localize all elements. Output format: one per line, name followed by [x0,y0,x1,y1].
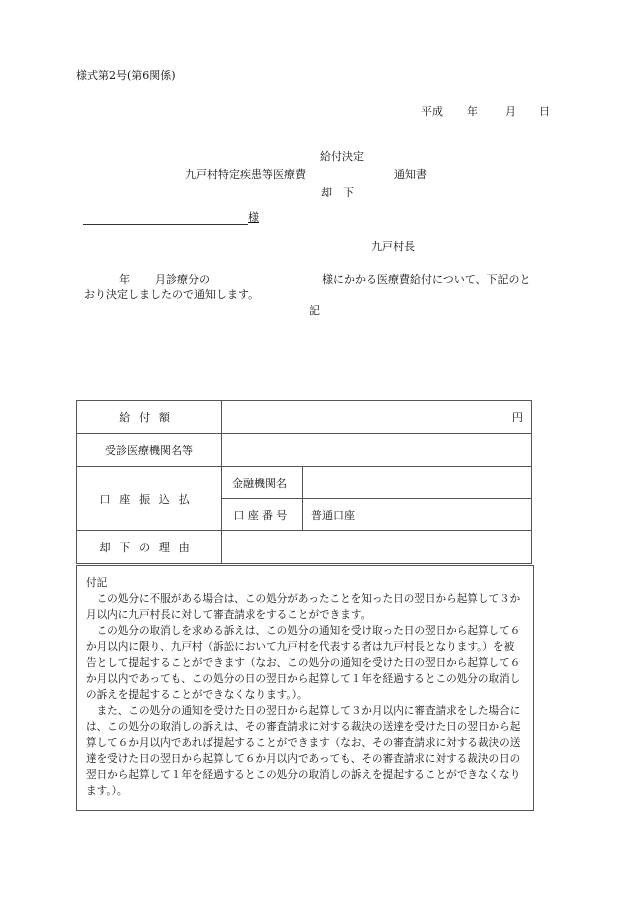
title-reject: 却 下 [321,186,354,199]
bank-value [303,467,532,499]
title-subject: 九戸村特定疾患等医療費 [185,168,306,181]
date-day: 日 [539,105,550,118]
row-bank [77,467,532,499]
body-line2: おり決定しましたので通知します。 [84,288,260,301]
notes-paragraph-1: この処分に不服がある場合は、この処分があったことを知った日の翌日から起算して３か月以内に九戸村長に対して審査請求をすることができます。 [86,593,521,621]
row-hospital [77,434,532,467]
transfer-label: 口座振込払 [77,467,222,531]
date-month: 月 [505,105,516,118]
body-month: 月診療分の [155,273,210,286]
notes-box [76,565,534,811]
hospital-value [222,434,532,467]
title-grant: 給付決定 [320,150,364,163]
hospital-label: 受診医療機関名等 [77,434,222,467]
amount-label: 給付額 [77,401,222,434]
notes-heading: 付記 [86,577,108,589]
account-label: 口座番号 [222,499,303,531]
addressee-underline [83,224,248,225]
ki-heading: 記 [309,304,320,317]
reason-value [222,531,532,564]
account-type: 普通口座 [303,499,532,531]
notes-paragraph-2: この処分の取消しを求める訴えは、この処分の通知を受け取った日の翌日から起算して６か月以内に限り、九戸村（訴訟において九戸村を代表する者は九戸村長となります。）を被告として提起することができます（なお、この処分の通知を受けた日の翌日から起算して６か月以内であっても、この処分の日の翌日から起算して１年を経過するとこの処分の取消しの訴えを提起することができなくなります。）。 [86,625,521,701]
issuer: 九戸村長 [371,240,415,253]
bank-label: 金融機関名 [222,467,303,499]
body-year: 年 [119,273,130,286]
reason-label: 却下の理由 [77,531,222,564]
notes-paragraph-3: また、この処分の通知を受けた日の翌日から起算して３か月以内に審査請求をした場合には、この処分の取消しの訴えは、その審査請求に対する裁決の送達を受けた日の翌日から起算して６か月以内であれば提起することができます（なお、その審査請求に対する裁決の送達を受けた日の翌日から起算して６か月以内であっても、その審査請求に対する裁決の日の翌日から起算して１年を経過するとこの処分の取消しの訴えを提起することができなくなります。）。 [86,705,521,797]
addressee-suffix: 様 [248,211,259,224]
body-line1: 様にかかる医療費給付について、下記のと [322,273,531,286]
form-code: 様式第2号(第6関係) [76,69,176,82]
row-reason [77,531,532,564]
amount-unit: 円 [222,401,532,434]
date-era: 平成 [421,105,443,118]
decision-table [76,400,532,564]
title-doc: 通知書 [394,168,427,181]
row-amount [77,401,532,434]
date-year: 年 [467,105,478,118]
